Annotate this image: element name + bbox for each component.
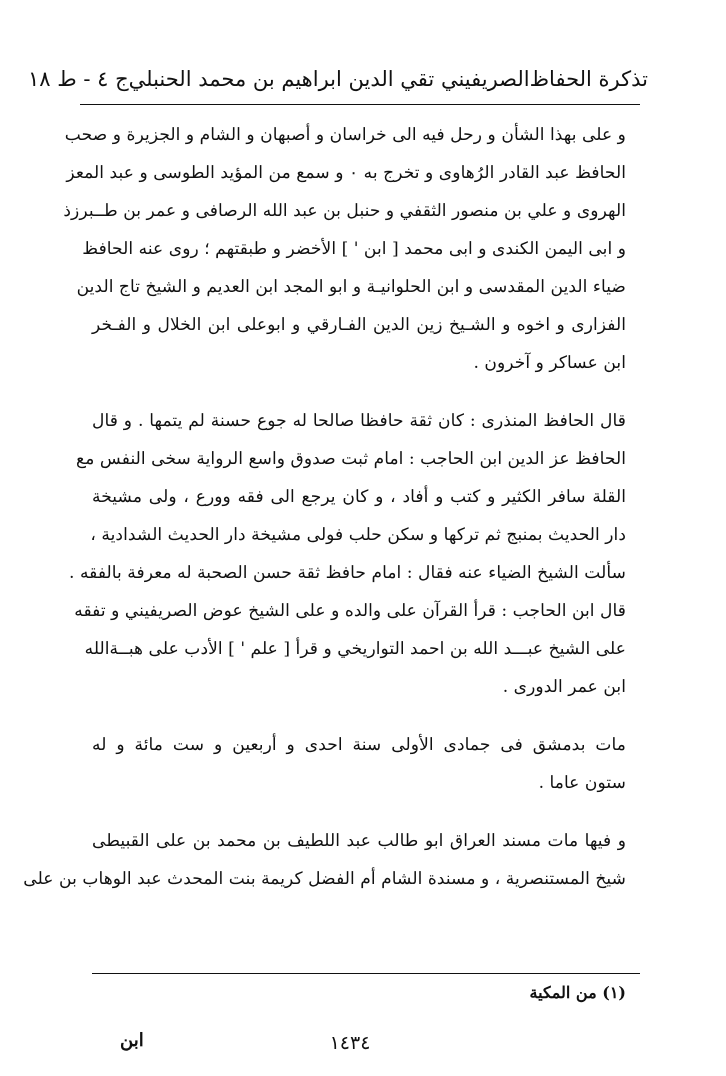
text-line: الحافظ عز الدين ابن الحاجب : امام ثبت صدوق واسع الرواية سخى النفس مع	[76, 449, 626, 469]
header-divider	[80, 104, 640, 105]
text-line: على الشيخ عبـــد الله بن احمد التواريخي و قرأ [ علم ' ] الأدب على هبــةالله	[84, 639, 626, 659]
text-line: دار الحديث بمنبج ثم تركها و سكن حلب فولى مشيخة دار الحديث الشدادية ،	[90, 525, 626, 545]
text-line: و ابى اليمن الكندى و ابى محمد [ ابن ' ] الأخضر و طبقتهم ؛ روى عنه الحافظ	[82, 239, 626, 259]
text-line: مات بدمشق فى جمادى الأولى سنة احدى و أربعين و ست مائة و له	[92, 735, 626, 755]
text-line: و فيها مات مسند العراق ابو طالب عبد اللطيف بن محمد بن على القبيطى	[92, 831, 626, 851]
header-volume-info: ج ٤ - ط ١٨	[28, 67, 129, 91]
text-line: ابن عمر الدورى .	[502, 677, 626, 697]
text-line: و على بهذا الشأن و رحل فيه الى خراسان و أصبهان و الشام و الجزيرة و صحب	[64, 125, 626, 145]
footnote-divider	[92, 973, 640, 974]
text-body	[23, 116, 626, 898]
text-line: شيخ المستنصرية ، و مسندة الشام أم الفضل كريمة بنت المحدث عبد الوهاب بن على	[23, 869, 626, 889]
text-line: ستون عاما .	[538, 773, 626, 793]
text-line: القلة سافر الكثير و كتب و أفاد ، و كان يرجع الى فقه وورع ، ولى مشيخة	[92, 487, 626, 507]
catchword: ابن	[120, 1030, 144, 1051]
paragraph-gap	[92, 382, 626, 402]
text-line: الفزارى و اخوه و الشـيخ زين الدين الفـارقي و ابوعلى ابن الخلال و الفـخر	[92, 315, 626, 335]
footnote: (١) من المكية	[529, 983, 626, 1002]
paragraph-gap	[92, 706, 626, 726]
text-line: ضياء الدين المقدسى و ابن الحلوانيـة و ابو المجد ابن العديم و الشيخ تاج الدين	[76, 277, 626, 297]
page-number: ١٤٣٤	[329, 1032, 371, 1054]
header-book-title: تذكرة الحفاظ	[529, 67, 648, 91]
text-line: سألت الشيخ الضياء عنه فقال : امام حافظ ثقة حسن الصحبة له معرفة بالفقه .	[69, 563, 626, 583]
paragraph-gap	[92, 802, 626, 822]
text-line: قال ابن الحاجب : قرأ القرآن على والده و على الشيخ عوض الصريفيني و تفقه	[74, 601, 626, 621]
header-subject: الصريفيني تقي الدين ابراهيم بن محمد الحنبلي	[128, 67, 530, 91]
text-line: قال الحافظ المنذرى : كان ثقة حافظا صالحا له جوع حسنة لم يتمها . و قال	[92, 411, 626, 431]
running-header	[28, 58, 648, 100]
text-line: الحافظ عبد القادر الرُهاوى و تخرج به ٠ و سمع من المؤيد الطوسى و عبد المعز	[66, 163, 626, 183]
text-line: ابن عساكر و آخرون .	[473, 353, 626, 373]
text-line: الهروى و علي بن منصور الثقفي و حنبل بن عبد الله الرصافى و عمر بن طــبرزذ	[63, 201, 626, 221]
